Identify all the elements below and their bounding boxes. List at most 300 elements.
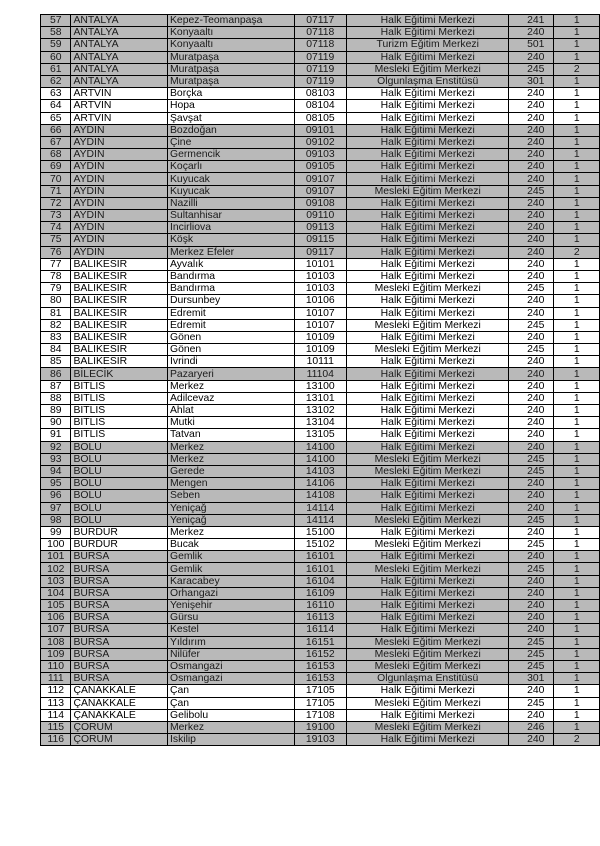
count-cell: 1 bbox=[554, 112, 600, 124]
district-cell: Köşk bbox=[167, 234, 294, 246]
province-cell: ÇORUM bbox=[71, 734, 168, 746]
district-code-cell: 07119 bbox=[294, 63, 347, 75]
district-cell: Gelibolu bbox=[167, 709, 294, 721]
province-cell: AYDIN bbox=[71, 136, 168, 148]
table-row bbox=[41, 490, 600, 502]
count-cell: 1 bbox=[554, 319, 600, 331]
table-row bbox=[41, 551, 600, 563]
district-code-cell: 16152 bbox=[294, 648, 347, 660]
institution-type-cell: Halk Eğitimi Merkezi bbox=[347, 612, 509, 624]
institution-type-cell: Halk Eğitimi Merkezi bbox=[347, 368, 509, 380]
province-cell: AYDIN bbox=[71, 246, 168, 258]
row-number-cell: 65 bbox=[41, 112, 71, 124]
institution-type-cell: Halk Eğitimi Merkezi bbox=[347, 600, 509, 612]
province-cell: BOLU bbox=[71, 478, 168, 490]
province-cell: BİTLİS bbox=[71, 380, 168, 392]
row-number-cell: 94 bbox=[41, 465, 71, 477]
district-cell: Gönen bbox=[167, 344, 294, 356]
province-cell: ÇORUM bbox=[71, 721, 168, 733]
district-cell: Tatvan bbox=[167, 429, 294, 441]
institution-type-cell: Halk Eğitimi Merkezi bbox=[347, 331, 509, 343]
row-number-cell: 64 bbox=[41, 100, 71, 112]
district-cell: Kuyucak bbox=[167, 173, 294, 185]
row-number-cell: 96 bbox=[41, 490, 71, 502]
row-number-cell: 109 bbox=[41, 648, 71, 660]
count-cell: 1 bbox=[554, 392, 600, 404]
institution-type-cell: Halk Eğitimi Merkezi bbox=[347, 15, 509, 27]
capacity-cell: 240 bbox=[509, 356, 554, 368]
table-row bbox=[41, 673, 600, 685]
row-number-cell: 99 bbox=[41, 526, 71, 538]
row-number-cell: 97 bbox=[41, 502, 71, 514]
count-cell: 1 bbox=[554, 612, 600, 624]
institution-type-cell: Halk Eğitimi Merkezi bbox=[347, 685, 509, 697]
institution-type-cell: Mesleki Eğitim Merkezi bbox=[347, 453, 509, 465]
district-code-cell: 19100 bbox=[294, 721, 347, 733]
district-code-cell: 16114 bbox=[294, 624, 347, 636]
institution-type-cell: Mesleki Eğitim Merkezi bbox=[347, 721, 509, 733]
institution-type-cell: Halk Eğitimi Merkezi bbox=[347, 405, 509, 417]
district-code-cell: 09115 bbox=[294, 234, 347, 246]
count-cell: 1 bbox=[554, 575, 600, 587]
count-cell: 1 bbox=[554, 539, 600, 551]
institution-type-cell: Mesleki Eğitim Merkezi bbox=[347, 636, 509, 648]
district-code-cell: 07119 bbox=[294, 75, 347, 87]
institution-type-cell: Halk Eğitimi Merkezi bbox=[347, 197, 509, 209]
capacity-cell: 245 bbox=[509, 63, 554, 75]
province-cell: AYDIN bbox=[71, 185, 168, 197]
row-number-cell: 80 bbox=[41, 295, 71, 307]
province-cell: ANTALYA bbox=[71, 75, 168, 87]
institution-type-cell: Halk Eğitimi Merkezi bbox=[347, 587, 509, 599]
district-code-cell: 09113 bbox=[294, 222, 347, 234]
district-code-cell: 17108 bbox=[294, 709, 347, 721]
count-cell: 1 bbox=[554, 429, 600, 441]
capacity-cell: 240 bbox=[509, 429, 554, 441]
district-cell: İvrindi bbox=[167, 356, 294, 368]
count-cell: 1 bbox=[554, 721, 600, 733]
district-cell: Osmangazi bbox=[167, 673, 294, 685]
table-row bbox=[41, 222, 600, 234]
table-row bbox=[41, 63, 600, 75]
institution-type-cell: Mesleki Eğitim Merkezi bbox=[347, 648, 509, 660]
province-cell: BURSA bbox=[71, 551, 168, 563]
district-code-cell: 10103 bbox=[294, 283, 347, 295]
count-cell: 1 bbox=[554, 636, 600, 648]
row-number-cell: 114 bbox=[41, 709, 71, 721]
table-row bbox=[41, 331, 600, 343]
row-number-cell: 62 bbox=[41, 75, 71, 87]
row-number-cell: 105 bbox=[41, 600, 71, 612]
institution-type-cell: Turizm Eğitim Merkezi bbox=[347, 39, 509, 51]
province-cell: BİTLİS bbox=[71, 429, 168, 441]
count-cell: 1 bbox=[554, 441, 600, 453]
capacity-cell: 245 bbox=[509, 563, 554, 575]
province-cell: BİTLİS bbox=[71, 405, 168, 417]
capacity-cell: 501 bbox=[509, 39, 554, 51]
province-cell: BURDUR bbox=[71, 539, 168, 551]
capacity-cell: 240 bbox=[509, 270, 554, 282]
province-cell: AYDIN bbox=[71, 210, 168, 222]
province-cell: BALIKESİR bbox=[71, 356, 168, 368]
table-row bbox=[41, 417, 600, 429]
table-row bbox=[41, 258, 600, 270]
institution-type-cell: Halk Eğitimi Merkezi bbox=[347, 624, 509, 636]
count-cell: 1 bbox=[554, 417, 600, 429]
institution-type-cell: Halk Eğitimi Merkezi bbox=[347, 124, 509, 136]
district-cell: Çan bbox=[167, 685, 294, 697]
row-number-cell: 103 bbox=[41, 575, 71, 587]
capacity-cell: 240 bbox=[509, 258, 554, 270]
district-code-cell: 14114 bbox=[294, 514, 347, 526]
table-row bbox=[41, 368, 600, 380]
table-row bbox=[41, 15, 600, 27]
district-code-cell: 14106 bbox=[294, 478, 347, 490]
capacity-cell: 240 bbox=[509, 587, 554, 599]
row-number-cell: 78 bbox=[41, 270, 71, 282]
institution-type-cell: Halk Eğitimi Merkezi bbox=[347, 551, 509, 563]
table-row bbox=[41, 283, 600, 295]
province-cell: ARTVİN bbox=[71, 88, 168, 100]
district-code-cell: 13105 bbox=[294, 429, 347, 441]
district-cell: Gemlik bbox=[167, 551, 294, 563]
count-cell: 2 bbox=[554, 246, 600, 258]
capacity-cell: 240 bbox=[509, 112, 554, 124]
table-row bbox=[41, 149, 600, 161]
district-code-cell: 09110 bbox=[294, 210, 347, 222]
district-code-cell: 16101 bbox=[294, 551, 347, 563]
table-row bbox=[41, 697, 600, 709]
table-row bbox=[41, 600, 600, 612]
district-code-cell: 07117 bbox=[294, 15, 347, 27]
count-cell: 1 bbox=[554, 514, 600, 526]
province-cell: BURSA bbox=[71, 563, 168, 575]
district-cell: Muratpaşa bbox=[167, 51, 294, 63]
row-number-cell: 77 bbox=[41, 258, 71, 270]
count-cell: 1 bbox=[554, 283, 600, 295]
province-cell: ARTVİN bbox=[71, 100, 168, 112]
district-code-cell: 14100 bbox=[294, 441, 347, 453]
row-number-cell: 112 bbox=[41, 685, 71, 697]
province-cell: AYDIN bbox=[71, 234, 168, 246]
institution-type-cell: Halk Eğitimi Merkezi bbox=[347, 161, 509, 173]
table-row bbox=[41, 112, 600, 124]
capacity-cell: 240 bbox=[509, 380, 554, 392]
province-cell: BİTLİS bbox=[71, 417, 168, 429]
district-code-cell: 11104 bbox=[294, 368, 347, 380]
row-number-cell: 83 bbox=[41, 331, 71, 343]
count-cell: 1 bbox=[554, 15, 600, 27]
district-cell: Koçarlı bbox=[167, 161, 294, 173]
district-cell: Merkez Efeler bbox=[167, 246, 294, 258]
district-code-cell: 10111 bbox=[294, 356, 347, 368]
table-row bbox=[41, 624, 600, 636]
district-cell: Adilcevaz bbox=[167, 392, 294, 404]
district-code-cell: 09101 bbox=[294, 124, 347, 136]
row-number-cell: 57 bbox=[41, 15, 71, 27]
institution-type-cell: Halk Eğitimi Merkezi bbox=[347, 356, 509, 368]
table-row bbox=[41, 234, 600, 246]
institution-type-cell: Halk Eğitimi Merkezi bbox=[347, 270, 509, 282]
table-row bbox=[41, 307, 600, 319]
count-cell: 1 bbox=[554, 185, 600, 197]
district-code-cell: 16113 bbox=[294, 612, 347, 624]
institution-table bbox=[40, 14, 600, 746]
row-number-cell: 69 bbox=[41, 161, 71, 173]
row-number-cell: 95 bbox=[41, 478, 71, 490]
province-cell: BURSA bbox=[71, 600, 168, 612]
district-cell: Merkez bbox=[167, 453, 294, 465]
institution-type-cell: Mesleki Eğitim Merkezi bbox=[347, 283, 509, 295]
count-cell: 1 bbox=[554, 173, 600, 185]
institution-type-cell: Halk Eğitimi Merkezi bbox=[347, 222, 509, 234]
province-cell: AYDIN bbox=[71, 161, 168, 173]
capacity-cell: 240 bbox=[509, 417, 554, 429]
row-number-cell: 111 bbox=[41, 673, 71, 685]
table-row bbox=[41, 709, 600, 721]
capacity-cell: 245 bbox=[509, 185, 554, 197]
province-cell: BALIKESİR bbox=[71, 258, 168, 270]
row-number-cell: 79 bbox=[41, 283, 71, 295]
row-number-cell: 104 bbox=[41, 587, 71, 599]
capacity-cell: 245 bbox=[509, 660, 554, 672]
row-number-cell: 87 bbox=[41, 380, 71, 392]
district-cell: Seben bbox=[167, 490, 294, 502]
row-number-cell: 74 bbox=[41, 222, 71, 234]
institution-type-cell: Halk Eğitimi Merkezi bbox=[347, 51, 509, 63]
capacity-cell: 240 bbox=[509, 551, 554, 563]
capacity-cell: 240 bbox=[509, 490, 554, 502]
province-cell: BALIKESİR bbox=[71, 270, 168, 282]
capacity-cell: 240 bbox=[509, 88, 554, 100]
province-cell: BOLU bbox=[71, 465, 168, 477]
capacity-cell: 241 bbox=[509, 15, 554, 27]
district-cell: Borçka bbox=[167, 88, 294, 100]
district-code-cell: 08103 bbox=[294, 88, 347, 100]
institution-type-cell: Halk Eğitimi Merkezi bbox=[347, 112, 509, 124]
row-number-cell: 67 bbox=[41, 136, 71, 148]
table-row bbox=[41, 685, 600, 697]
district-cell: Osmangazi bbox=[167, 660, 294, 672]
capacity-cell: 240 bbox=[509, 526, 554, 538]
institution-type-cell: Halk Eğitimi Merkezi bbox=[347, 490, 509, 502]
row-number-cell: 82 bbox=[41, 319, 71, 331]
table-row bbox=[41, 405, 600, 417]
district-code-cell: 07118 bbox=[294, 39, 347, 51]
institution-type-cell: Mesleki Eğitim Merkezi bbox=[347, 319, 509, 331]
district-cell: Bozdoğan bbox=[167, 124, 294, 136]
capacity-cell: 245 bbox=[509, 453, 554, 465]
row-number-cell: 76 bbox=[41, 246, 71, 258]
district-cell: Merkez bbox=[167, 380, 294, 392]
district-cell: Kestel bbox=[167, 624, 294, 636]
table-row bbox=[41, 124, 600, 136]
district-cell: Nazilli bbox=[167, 197, 294, 209]
district-code-cell: 16101 bbox=[294, 563, 347, 575]
row-number-cell: 98 bbox=[41, 514, 71, 526]
row-number-cell: 93 bbox=[41, 453, 71, 465]
district-cell: Gemlik bbox=[167, 563, 294, 575]
table-row bbox=[41, 75, 600, 87]
row-number-cell: 113 bbox=[41, 697, 71, 709]
table-body bbox=[41, 15, 600, 746]
district-code-cell: 17105 bbox=[294, 685, 347, 697]
capacity-cell: 240 bbox=[509, 685, 554, 697]
district-code-cell: 13102 bbox=[294, 405, 347, 417]
capacity-cell: 240 bbox=[509, 100, 554, 112]
province-cell: BALIKESİR bbox=[71, 295, 168, 307]
district-cell: Gerede bbox=[167, 465, 294, 477]
row-number-cell: 108 bbox=[41, 636, 71, 648]
table-row bbox=[41, 210, 600, 222]
count-cell: 1 bbox=[554, 660, 600, 672]
capacity-cell: 240 bbox=[509, 600, 554, 612]
institution-type-cell: Mesleki Eğitim Merkezi bbox=[347, 185, 509, 197]
district-cell: Merkez bbox=[167, 526, 294, 538]
count-cell: 1 bbox=[554, 331, 600, 343]
table-row bbox=[41, 660, 600, 672]
count-cell: 1 bbox=[554, 210, 600, 222]
count-cell: 1 bbox=[554, 161, 600, 173]
institution-type-cell: Mesleki Eğitim Merkezi bbox=[347, 539, 509, 551]
capacity-cell: 240 bbox=[509, 405, 554, 417]
province-cell: AYDIN bbox=[71, 197, 168, 209]
capacity-cell: 245 bbox=[509, 319, 554, 331]
row-number-cell: 107 bbox=[41, 624, 71, 636]
count-cell: 1 bbox=[554, 39, 600, 51]
province-cell: BURSA bbox=[71, 636, 168, 648]
institution-type-cell: Halk Eğitimi Merkezi bbox=[347, 100, 509, 112]
row-number-cell: 66 bbox=[41, 124, 71, 136]
district-cell: Yıldırım bbox=[167, 636, 294, 648]
province-cell: BOLU bbox=[71, 490, 168, 502]
capacity-cell: 245 bbox=[509, 465, 554, 477]
district-code-cell: 09102 bbox=[294, 136, 347, 148]
count-cell: 1 bbox=[554, 697, 600, 709]
capacity-cell: 240 bbox=[509, 234, 554, 246]
table-row bbox=[41, 270, 600, 282]
count-cell: 1 bbox=[554, 673, 600, 685]
institution-type-cell: Halk Eğitimi Merkezi bbox=[347, 149, 509, 161]
capacity-cell: 245 bbox=[509, 514, 554, 526]
capacity-cell: 240 bbox=[509, 197, 554, 209]
count-cell: 1 bbox=[554, 270, 600, 282]
district-cell: Dursunbey bbox=[167, 295, 294, 307]
district-cell: Muratpaşa bbox=[167, 63, 294, 75]
district-cell: Merkez bbox=[167, 721, 294, 733]
institution-type-cell: Halk Eğitimi Merkezi bbox=[347, 502, 509, 514]
count-cell: 2 bbox=[554, 734, 600, 746]
count-cell: 1 bbox=[554, 307, 600, 319]
province-cell: ANTALYA bbox=[71, 51, 168, 63]
capacity-cell: 240 bbox=[509, 502, 554, 514]
institution-type-cell: Mesleki Eğitim Merkezi bbox=[347, 697, 509, 709]
province-cell: AYDIN bbox=[71, 173, 168, 185]
capacity-cell: 240 bbox=[509, 246, 554, 258]
capacity-cell: 240 bbox=[509, 624, 554, 636]
district-cell: Bandırma bbox=[167, 283, 294, 295]
table-row bbox=[41, 612, 600, 624]
table-row bbox=[41, 453, 600, 465]
institution-type-cell: Olgunlaşma Enstitüsü bbox=[347, 673, 509, 685]
count-cell: 1 bbox=[554, 136, 600, 148]
province-cell: BALIKESİR bbox=[71, 319, 168, 331]
table-row bbox=[41, 100, 600, 112]
capacity-cell: 240 bbox=[509, 27, 554, 39]
district-code-cell: 16109 bbox=[294, 587, 347, 599]
district-cell: Ahlat bbox=[167, 405, 294, 417]
table-row bbox=[41, 246, 600, 258]
district-code-cell: 14100 bbox=[294, 453, 347, 465]
row-number-cell: 100 bbox=[41, 539, 71, 551]
table-row bbox=[41, 539, 600, 551]
district-cell: Konyaaltı bbox=[167, 27, 294, 39]
province-cell: AYDIN bbox=[71, 222, 168, 234]
count-cell: 1 bbox=[554, 27, 600, 39]
count-cell: 1 bbox=[554, 124, 600, 136]
province-cell: ÇANAKKALE bbox=[71, 685, 168, 697]
capacity-cell: 245 bbox=[509, 344, 554, 356]
province-cell: BOLU bbox=[71, 502, 168, 514]
row-number-cell: 61 bbox=[41, 63, 71, 75]
table-row bbox=[41, 721, 600, 733]
province-cell: ANTALYA bbox=[71, 39, 168, 51]
row-number-cell: 63 bbox=[41, 88, 71, 100]
district-code-cell: 09108 bbox=[294, 197, 347, 209]
district-cell: İskilip bbox=[167, 734, 294, 746]
district-code-cell: 14103 bbox=[294, 465, 347, 477]
table-row bbox=[41, 502, 600, 514]
institution-type-cell: Halk Eğitimi Merkezi bbox=[347, 88, 509, 100]
district-code-cell: 08105 bbox=[294, 112, 347, 124]
district-code-cell: 09105 bbox=[294, 161, 347, 173]
table-row bbox=[41, 173, 600, 185]
count-cell: 1 bbox=[554, 149, 600, 161]
district-cell: Mengen bbox=[167, 478, 294, 490]
table-row bbox=[41, 465, 600, 477]
district-code-cell: 16151 bbox=[294, 636, 347, 648]
capacity-cell: 240 bbox=[509, 173, 554, 185]
district-cell: Pazaryeri bbox=[167, 368, 294, 380]
count-cell: 1 bbox=[554, 478, 600, 490]
district-code-cell: 13104 bbox=[294, 417, 347, 429]
province-cell: BALIKESİR bbox=[71, 307, 168, 319]
row-number-cell: 89 bbox=[41, 405, 71, 417]
district-code-cell: 08104 bbox=[294, 100, 347, 112]
district-cell: Muratpaşa bbox=[167, 75, 294, 87]
row-number-cell: 115 bbox=[41, 721, 71, 733]
district-cell: Yenişehir bbox=[167, 600, 294, 612]
capacity-cell: 240 bbox=[509, 331, 554, 343]
district-code-cell: 07119 bbox=[294, 51, 347, 63]
institution-type-cell: Halk Eğitimi Merkezi bbox=[347, 27, 509, 39]
capacity-cell: 240 bbox=[509, 575, 554, 587]
count-cell: 1 bbox=[554, 526, 600, 538]
district-cell: Ayvalık bbox=[167, 258, 294, 270]
district-code-cell: 13100 bbox=[294, 380, 347, 392]
institution-type-cell: Mesleki Eğitim Merkezi bbox=[347, 514, 509, 526]
district-code-cell: 14108 bbox=[294, 490, 347, 502]
row-number-cell: 92 bbox=[41, 441, 71, 453]
district-cell: Hopa bbox=[167, 100, 294, 112]
district-cell: Nilüfer bbox=[167, 648, 294, 660]
table-row bbox=[41, 575, 600, 587]
count-cell: 2 bbox=[554, 63, 600, 75]
institution-type-cell: Halk Eğitimi Merkezi bbox=[347, 307, 509, 319]
row-number-cell: 72 bbox=[41, 197, 71, 209]
province-cell: BALIKESİR bbox=[71, 344, 168, 356]
count-cell: 1 bbox=[554, 624, 600, 636]
